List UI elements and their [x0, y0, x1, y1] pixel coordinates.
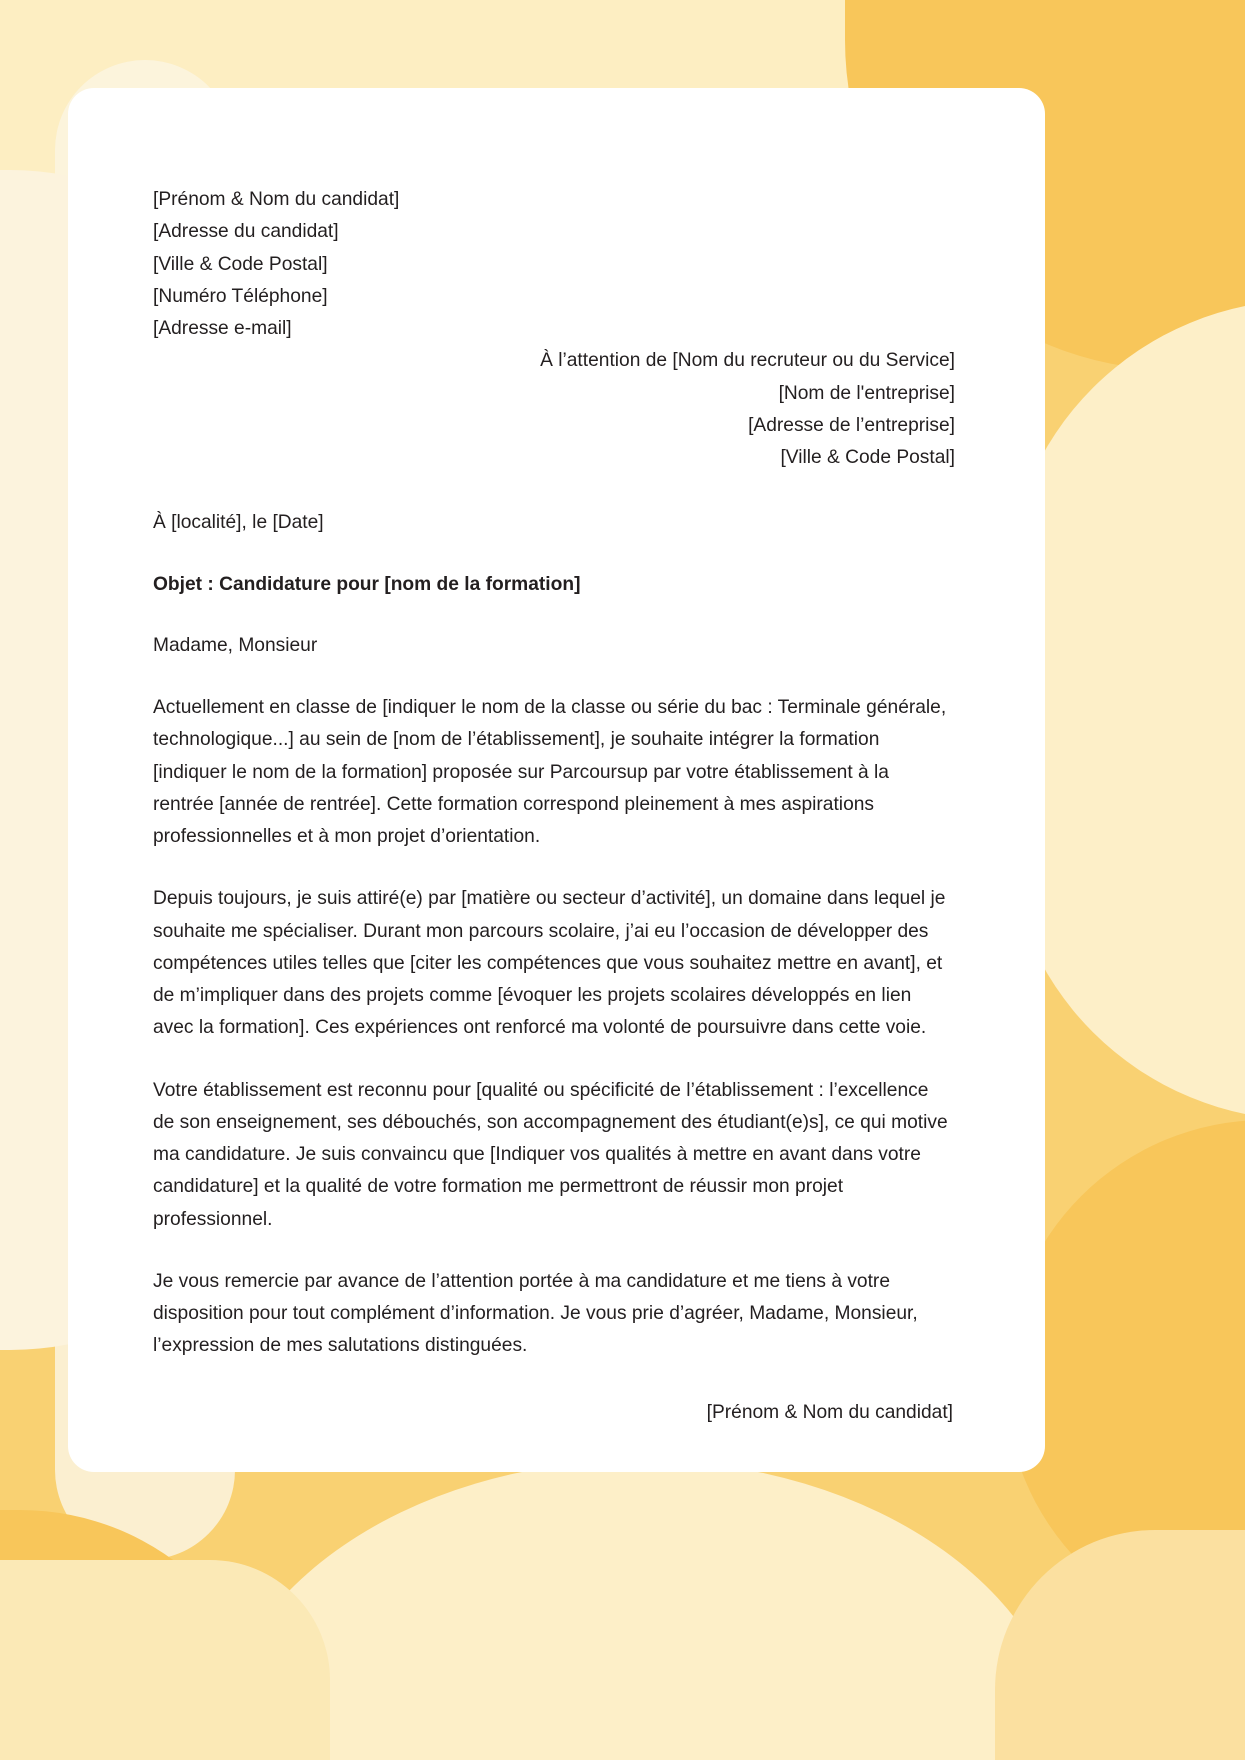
body-paragraph: Votre établissement est reconnu pour [qualité ou spécificité de l’établissement : l’excellence de son enseignement, ses débouchés, son accompagnement des étudiant(e)s], ce qui motive ma candidature. Je suis convaincu que [Indiquer vos qualités à mettre en avant dans votre candidature] et la qualité de votre formation me permettront de réussir mon projet professionnel. — [153, 1079, 948, 1230]
letter-body — [153, 184, 955, 1429]
body-paragraph: Je vous remercie par avance de l’attention portée à ma candidature et me tiens à votre disposition pour tout complément d’information. Je vous prie d’agréer, Madame, Monsieur, l’expression de mes salutations distinguées. — [153, 1270, 918, 1357]
body-paragraph: Actuellement en classe de [indiquer le nom de la classe ou série du bac : Terminale générale, technologique...] au sein de [nom de l’établissement], je souhaite intégrer la formation [indiquer le nom de la formation] proposée sur Parcoursup par votre établissement à la rentrée [année de rentrée]. Cette formation correspond pleinement à mes aspirations professionnelles et à mon projet d’orientation. — [153, 697, 947, 847]
sender-line: [Adresse du candidat] — [153, 221, 339, 243]
background-shape-bottom-center — [210, 1460, 1070, 1760]
recipient-line: [Nom de l'entreprise] — [778, 382, 955, 404]
recipient-line: [Adresse de l’entreprise] — [748, 414, 955, 436]
recipient-line: [Ville & Code Postal] — [780, 447, 955, 468]
signature-line: [Prénom & Nom du candidat] — [706, 1401, 953, 1423]
background-shape-bottom-strip — [0, 1560, 330, 1760]
recipient-address-block — [153, 345, 955, 474]
sender-line: [Adresse e-mail] — [153, 318, 292, 339]
sender-line: [Prénom & Nom du candidat] — [153, 189, 400, 210]
sender-line: [Numéro Téléphone] — [153, 285, 328, 307]
date-line: À [localité], le [Date] — [153, 512, 324, 534]
background-shape-bottom-right — [995, 1530, 1245, 1760]
sender-address-block — [153, 184, 955, 345]
sender-line: [Ville & Code Postal] — [153, 253, 328, 275]
salutation-line: Madame, Monsieur — [153, 634, 318, 656]
recipient-line: À l’attention de [Nom du recruteur ou du Service] — [540, 350, 955, 372]
letter-sheet — [68, 88, 1045, 1472]
subject-line: Objet : Candidature pour [nom de la formation] — [153, 573, 581, 595]
body-paragraph: Depuis toujours, je suis attiré(e) par [matière ou secteur d’activité], un domaine dans lequel je souhaite me spécialiser. Durant mon parcours scolaire, j’ai eu l’occasion de développer des compétences utiles telles que [citer les compétences que vous souhaitez mettre en avant], et de m’impliquer dans des projets comme [évoquer les projets scolaires développés en lien avec la formation]. Ces expériences ont renforcé ma volonté de poursuivre dans cette voie. — [153, 888, 946, 1039]
